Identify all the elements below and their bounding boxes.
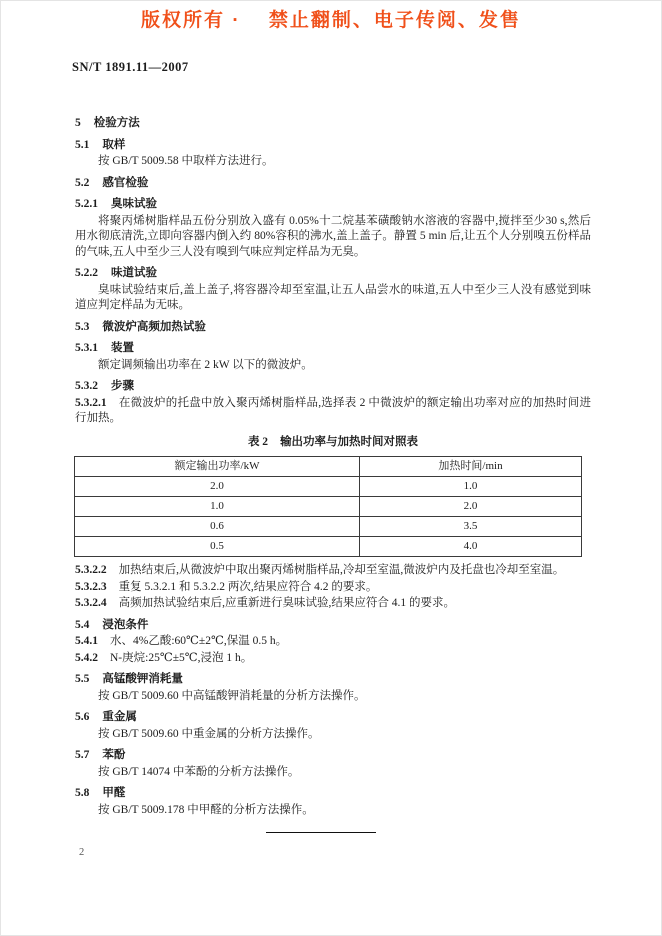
- table-cell: 1.0: [75, 497, 360, 517]
- numbered-clause: [75, 396, 591, 427]
- clause-heading: [75, 618, 591, 634]
- clause-heading: [75, 341, 591, 357]
- body-paragraph: 按 GB/T 5009.178 中甲醛的分析方法操作。: [98, 803, 314, 816]
- clause-heading: [75, 197, 591, 213]
- body-paragraph: 按 GB/T 5009.60 中重金属的分析方法操作。: [98, 727, 320, 740]
- clause-title: 步骤: [111, 380, 134, 392]
- clause-heading: [75, 672, 591, 688]
- clause-number: 5.2.1: [75, 198, 98, 210]
- copyright-notice: 版权所有 · 禁止翻制、电子传阅、发售: [141, 10, 521, 31]
- document-body: [75, 110, 591, 833]
- table-row: [75, 537, 582, 557]
- clause-text: 高频加热试验结束后,应重新进行臭味试验,结果应符合 4.1 的要求。: [118, 597, 455, 609]
- body-paragraph: 按 GB/T 5009.58 中取样方法进行。: [98, 155, 274, 167]
- end-of-text-rule: [266, 832, 376, 833]
- table-cell: 4.0: [360, 537, 582, 557]
- clause-number: 5.2.2: [75, 267, 98, 279]
- numbered-clause: [75, 596, 591, 612]
- table-cell: 2.0: [360, 497, 582, 517]
- clause-number: 5.3.2.4: [75, 597, 107, 609]
- numbered-clause: [75, 651, 591, 667]
- clause-title: 感官检验: [102, 176, 149, 189]
- clause-heading: [75, 379, 591, 395]
- table-caption: [75, 435, 591, 451]
- clause-title: 浸泡条件: [102, 618, 149, 631]
- clause-title: 味道试验: [111, 267, 157, 279]
- clause-number: 5.3.1: [75, 342, 98, 354]
- clause-text: N-庚烷:25℃±5℃,浸泡 1 h。: [110, 651, 253, 664]
- clause-number: 5.3.2.2: [75, 564, 107, 576]
- table-cell: 2.0: [75, 477, 360, 497]
- table-column-header: 额定输出功率/kW: [75, 457, 360, 477]
- table-cell: 0.5: [75, 537, 360, 557]
- numbered-clause: [75, 563, 591, 579]
- clause-heading: [75, 266, 591, 282]
- clause-number: 5.4.1: [75, 635, 98, 647]
- table-row: [75, 497, 582, 517]
- clause-text: 水、4%乙酸:60℃±2℃,保温 0.5 h。: [110, 635, 288, 647]
- table-caption-label: 表 2: [247, 435, 269, 448]
- clause-text: 在微波炉的托盘中放入聚丙烯树脂样品,选择表 2 中微波炉的额定输出功率对应的加热时间进行加热。: [75, 396, 591, 424]
- table-cell: 1.0: [360, 477, 582, 497]
- clause-title: 重金属: [102, 711, 137, 723]
- clause-number: 5.1: [75, 138, 90, 151]
- clause-number: 5.4: [75, 618, 90, 631]
- table-header-row: [75, 457, 582, 477]
- output-power-table: [74, 456, 582, 557]
- output-power-table-block: [75, 435, 591, 558]
- clause-heading: [75, 116, 591, 132]
- page-number: 2: [79, 847, 85, 858]
- clause-heading: [75, 710, 591, 726]
- clause-title: 苯酚: [102, 749, 126, 761]
- clause-title: 取样: [102, 138, 126, 151]
- clause-number: 5.3.2.1: [75, 396, 107, 409]
- clause-text: 加热结束后,从微波炉中取出聚丙烯树脂样品,冷却至室温,微波炉内及托盘也冷却至室温。: [118, 564, 565, 576]
- table-caption-title: 输出功率与加热时间对照表: [280, 435, 419, 448]
- clause-number: 5: [75, 117, 81, 129]
- table-column-header: 加热时间/min: [360, 457, 582, 477]
- clause-heading: [75, 176, 591, 192]
- clause-title: 检验方法: [93, 117, 140, 129]
- clause-heading: [75, 320, 591, 336]
- clause-title: 装置: [111, 342, 134, 354]
- clause-title: 高锰酸钾消耗量: [102, 673, 183, 685]
- table-cell: 0.6: [75, 517, 360, 537]
- clause-number: 5.5: [75, 673, 90, 685]
- body-paragraph: 额定调频输出功率在 2 kW 以下的微波炉。: [98, 358, 313, 371]
- clause-number: 5.3.2: [75, 380, 98, 392]
- clause-number: 5.3.2.3: [75, 580, 107, 593]
- body-paragraph: 按 GB/T 5009.60 中高锰酸钾消耗量的分析方法操作。: [98, 689, 366, 702]
- clause-heading: [75, 748, 591, 764]
- doc-number: SN/T 1891.11—2007: [72, 60, 189, 74]
- clause-number: 5.8: [75, 787, 90, 799]
- body-paragraph: 将聚丙烯树脂样品五份分别放入盛有 0.05%十二烷基苯磺酸钠水溶液的容器中,搅拌至少30 s,然后用水彻底清洗,立即向容器内倒入约 80%容积的沸水,盖上盖子。静置 5 min 后,让五个人分别嗅五份样品的气味,五人中至少三人没有嗅到气味应判定样品为无臭。: [75, 214, 591, 258]
- clause-heading: [75, 138, 591, 154]
- clause-number: 5.6: [75, 711, 90, 723]
- clause-number: 5.3: [75, 320, 90, 333]
- clause-title: 甲醛: [102, 787, 126, 799]
- body-paragraph: 臭味试验结束后,盖上盖子,将容器冷却至室温,让五人品尝水的味道,五人中至少三人没有感觉到味道应判定样品为无味。: [75, 283, 591, 311]
- table-row: [75, 517, 582, 537]
- table-cell: 3.5: [360, 517, 582, 537]
- table-row: [75, 477, 582, 497]
- clause-number: 5.4.2: [75, 651, 98, 664]
- clause-number: 5.2: [75, 176, 90, 189]
- clause-text: 重复 5.3.2.1 和 5.3.2.2 两次,结果应符合 4.2 的要求。: [118, 580, 378, 593]
- numbered-clause: [75, 580, 591, 596]
- clause-title: 臭味试验: [111, 198, 157, 210]
- clause-heading: [75, 786, 591, 802]
- clause-title: 微波炉高频加热试验: [102, 320, 206, 333]
- numbered-clause: [75, 634, 591, 650]
- clause-number: 5.7: [75, 749, 90, 761]
- body-paragraph: 按 GB/T 14074 中苯酚的分析方法操作。: [98, 765, 300, 778]
